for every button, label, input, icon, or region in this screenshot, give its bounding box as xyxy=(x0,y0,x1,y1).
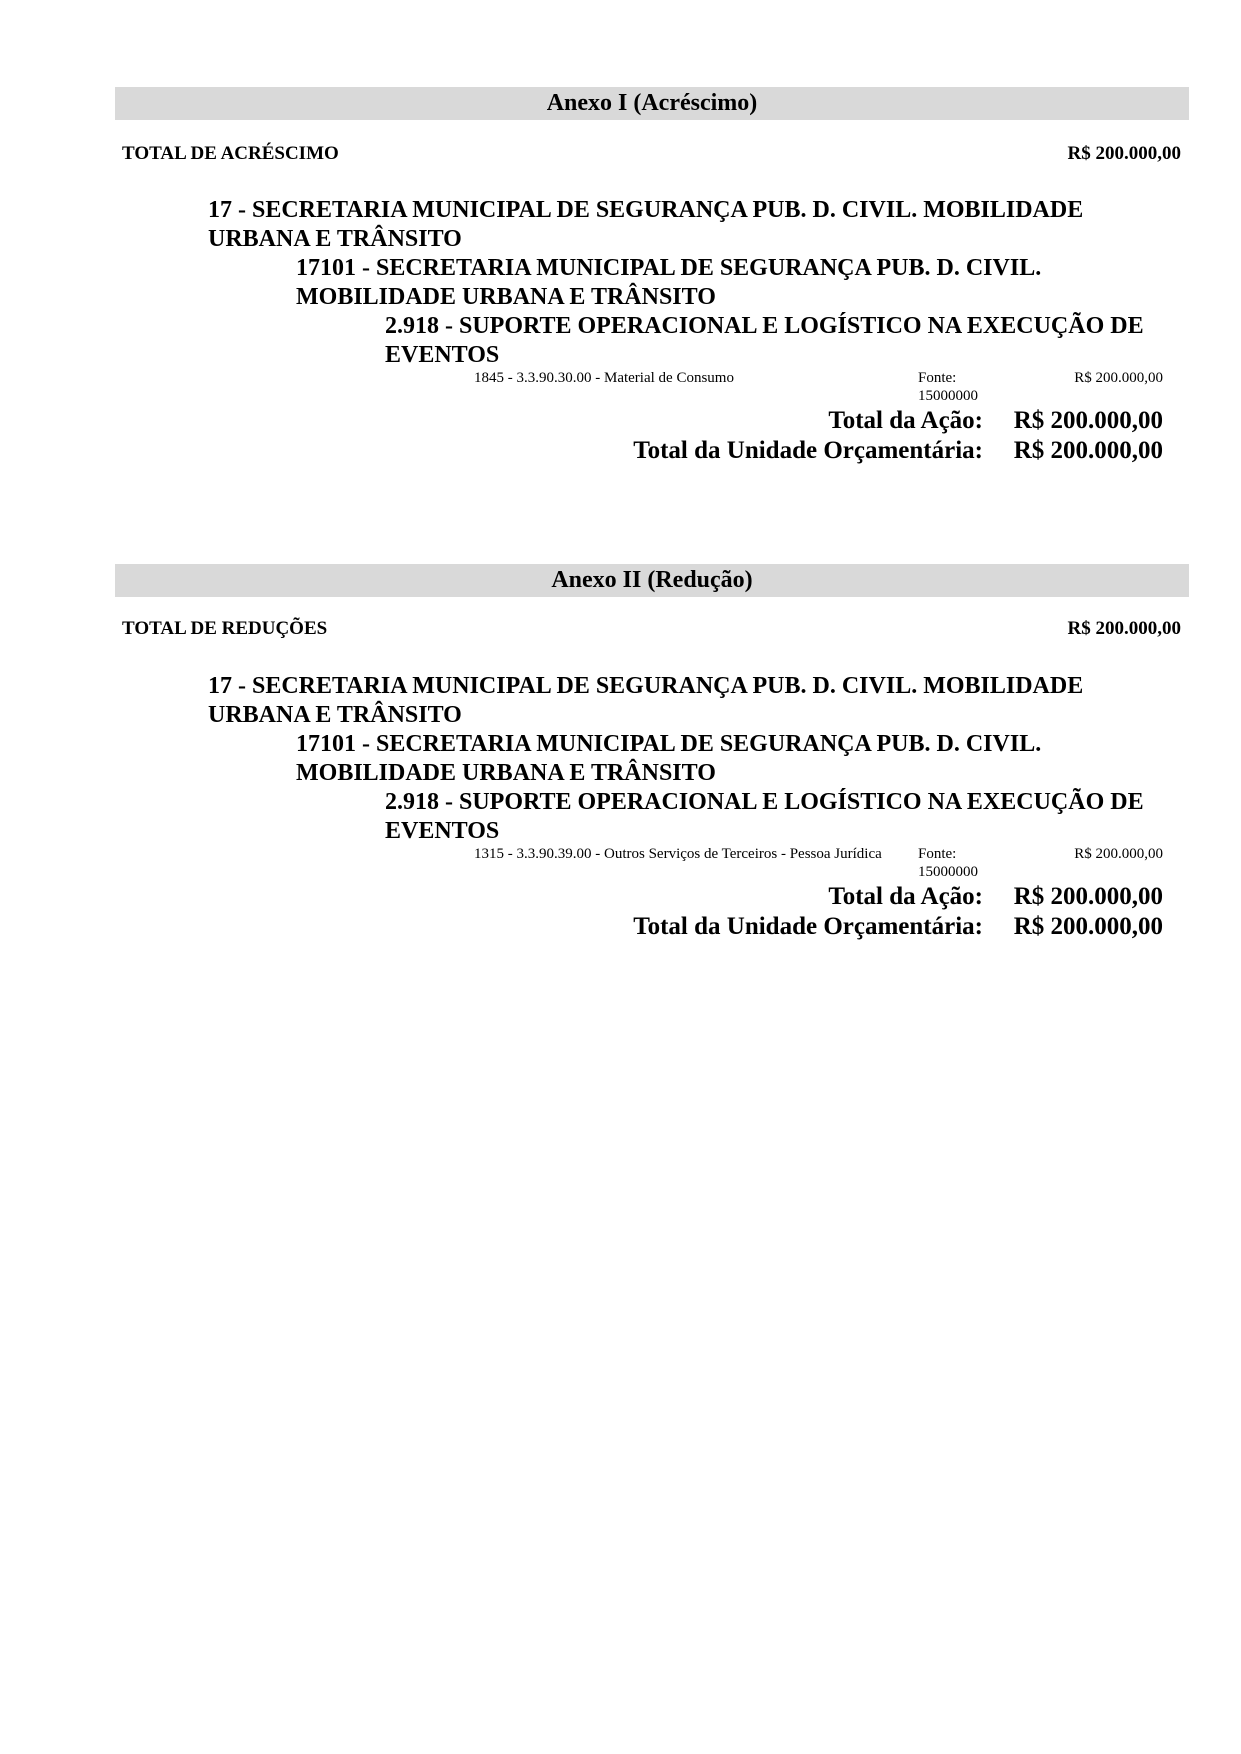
annex-2-total-value: R$ 200.000,00 xyxy=(1067,618,1181,639)
annex-1-item-source: Fonte: 15000000 xyxy=(918,370,978,404)
annex-2-unit-total-value: R$ 200.000,00 xyxy=(1013,913,1163,940)
annex-2-org: 17 - SECRETARIA MUNICIPAL DE SEGURANÇA PUB. D. CIVIL. MOBILIDADE URBANA E TRÂNSITO xyxy=(208,673,1084,728)
annex-1-unit-total-value: R$ 200.000,00 xyxy=(1013,437,1163,464)
annex-1-action-total-value: R$ 200.000,00 xyxy=(1013,407,1163,434)
annex-2-item-value: R$ 200.000,00 xyxy=(1074,846,1163,862)
annex-2-total-label: TOTAL DE REDUÇÕES xyxy=(122,618,328,639)
annex-1-unit: 17101 - SECRETARIA MUNICIPAL DE SEGURANÇA PUB. D. CIVIL. MOBILIDADE URBANA E TRÂNSITO xyxy=(296,255,1042,310)
annex-1-org: 17 - SECRETARIA MUNICIPAL DE SEGURANÇA PUB. D. CIVIL. MOBILIDADE URBANA E TRÂNSITO xyxy=(208,197,1084,252)
annex-2-item-description: 1315 - 3.3.90.39.00 - Outros Serviços de Terceiros - Pessoa Jurídica xyxy=(474,846,882,862)
annex-1-total-label: TOTAL DE ACRÉSCIMO xyxy=(122,143,339,164)
annex-2-item-source: Fonte: 15000000 xyxy=(918,846,978,880)
annex-2-unit: 17101 - SECRETARIA MUNICIPAL DE SEGURANÇA PUB. D. CIVIL. MOBILIDADE URBANA E TRÂNSITO xyxy=(296,731,1042,786)
annex-2-unit-total-label: Total da Unidade Orçamentária: xyxy=(633,913,983,940)
annex-2-title: Anexo II (Redução) xyxy=(115,564,1189,597)
annex-1-action: 2.918 - SUPORTE OPERACIONAL E LOGÍSTICO NA EXECUÇÃO DE EVENTOS xyxy=(385,313,1144,368)
annex-2-action-total-label: Total da Ação: xyxy=(828,883,983,910)
annex-2-action: 2.918 - SUPORTE OPERACIONAL E LOGÍSTICO NA EXECUÇÃO DE EVENTOS xyxy=(385,789,1144,844)
annex-1-item-value: R$ 200.000,00 xyxy=(1074,370,1163,386)
annex-1-action-total-label: Total da Ação: xyxy=(828,407,983,434)
annex-1-item-description: 1845 - 3.3.90.30.00 - Material de Consumo xyxy=(474,370,734,386)
annex-1-unit-total-label: Total da Unidade Orçamentária: xyxy=(633,437,983,464)
annex-1-title: Anexo I (Acréscimo) xyxy=(115,87,1189,120)
annex-2-action-total-value: R$ 200.000,00 xyxy=(1013,883,1163,910)
annex-1-total-value: R$ 200.000,00 xyxy=(1067,143,1181,164)
